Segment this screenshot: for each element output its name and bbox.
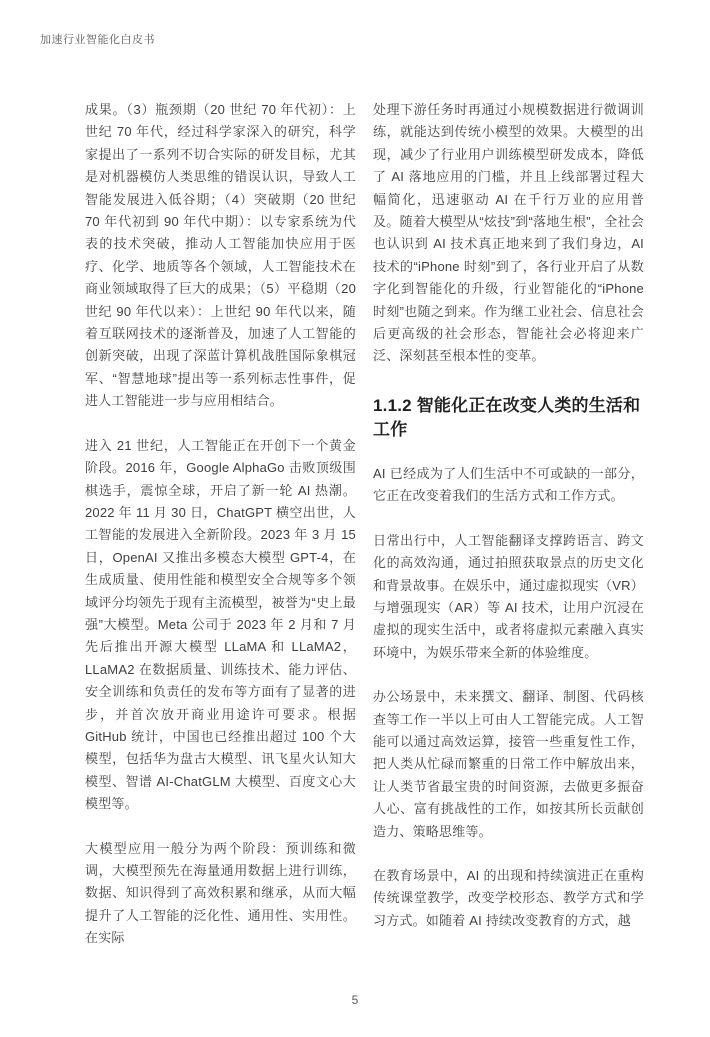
section-heading: 1.1.2 智能化正在改变人类的生活和工作 <box>373 395 641 439</box>
body-paragraph: 在教育场景中，AI 的出现和持续演进正在重构传统课堂教学，改变学校形态、教学方式和学习方式。如随着 AI 持续改变教育的方式，越 <box>373 867 644 928</box>
body-paragraph: 办公场景中，未来撰文、翻译、制图、代码核查等工作一半以上可由人工智能完成。人工智能可以通过高效运算，接管一些重复性工作，把人类从忙碌而繁重的日常工作中解放出来，让人类节省最宝贵的时间资源，去做更多振奋人心、富有挑战性的工作，如按其所长贡献创造力、策略思维等。 <box>373 689 644 839</box>
page-content <box>85 99 644 950</box>
left-column <box>85 99 356 950</box>
body-paragraph: AI 已经成为了人们生活中不可或缺的一部分，它正在改变着我们的生活方式和工作方式。 <box>373 465 644 504</box>
document-header-title: 加速行业智能化白皮书 <box>40 34 155 46</box>
body-paragraph: 成果。（3）瓶颈期（20 世纪 70 年代初）：上世纪 70 年代，经过科学家深入的研究，科学家提出了一系列不切合实际的研发目标，尤其是对机器模仿人类思维的错误认识，导致人工智能发展进入低谷期；（4）突破期（20 世纪 70 年代初到 90 年代中期）：以专家系统为代表的技术突破，推动人工智能加快应用于医疗、化学、地质等各个领域，人工智能技术在商业领域取得了巨大的成果；（5）平稳期（20 世纪 90 年代以来）：上世纪 90 年代以来，随着互联网技术的逐渐普及，加速了人工智能的创新突破，出现了深蓝计算机战胜国际象棋冠军、“智慧地球”提出等一系列标志性事件，促进人工智能进一步与应用相结合。 <box>85 102 356 409</box>
body-paragraph: 进入 21 世纪，人工智能正在开创下一个黄金阶段。2016 年，Google AlphaGo 击败顶级围棋选手，震惊全球，开启了新一轮 AI 热潮。2022 年 11 月 30 日，ChatGPT 横空出世，人工智能的发展进入全新阶段。2023 年 3 月 15 日，OpenAI 又推出多模态大模型 GPT-4，在生成质量、使用性能和模型安全合规等多个领域评分均领先于现有主流模型，被誉为“史上最强”大模型。Meta 公司于 2023 年 2 月和 7 月先后推出开源大模型 LLaMA 和 LLaMA2，LLaMA2 在数据质量、训练技术、能力评估、安全训练和负责任的发布等方面有了显著的进步，并首次放开商业用途许可要求。根据 GitHub 统计，中国也已经推出超过 100 个大模型，包括华为盘古大模型、讯飞星火认知大模型、智谱 AI-ChatGLM 大模型、百度文心大模型等。 <box>85 437 356 812</box>
body-paragraph: 处理下游任务时再通过小规模数据进行微调训练，就能达到传统小模型的效果。大模型的出现，减少了行业用户训练模型研发成本，降低了 AI 落地应用的门槛，并且上线部署过程大幅简化，迅速驱动 AI 在千行万业的应用普及。随着大模型从“炫技”到“落地生根”，全社会也认识到 AI 技术真正地来到了我们身边，AI 技术的“iPhone 时刻”到了，各行业开启了从数字化到智能化的升级，行业智能化的“iPhone 时刻”也随之到来。作为继工业社会、信息社会后更高级的社会形态，智能社会必将迎来广泛、深刻甚至根本性的变革。 <box>373 102 644 364</box>
right-column <box>373 99 644 950</box>
body-paragraph: 大模型应用一般分为两个阶段：预训练和微调，大模型预先在海量通用数据上进行训练，数据、知识得到了高效积累和继承，从而大幅提升了人工智能的泛化性、通用性、实用性。在实际 <box>85 840 356 946</box>
body-paragraph: 日常出行中，人工智能翻译支撑跨语言、跨文化的高效沟通，通过拍照获取景点的历史文化和背景故事。在娱乐中，通过虚拟现实（VR）与增强现实（AR）等 AI 技术，让用户沉浸在虚拟的现实生活中，或者将虚拟元素融入真实环境中，为娱乐带来全新的体验维度。 <box>373 532 644 660</box>
page-number: 5 <box>351 993 359 1007</box>
